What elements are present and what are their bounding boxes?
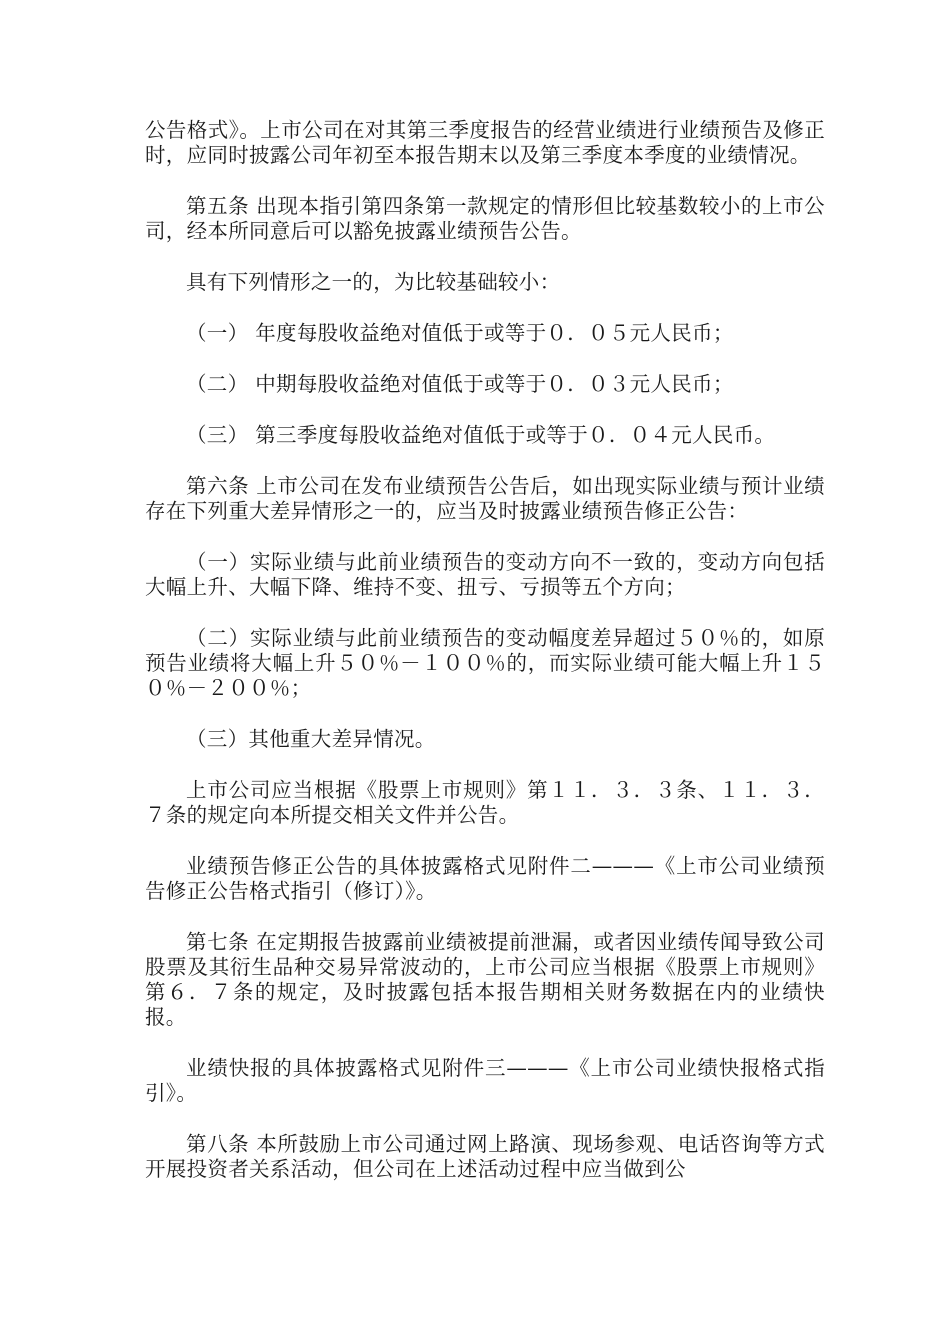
paragraph-filing-rule: 上市公司应当根据《股票上市规则》第１１．３．３条、１１．３．７条的规定向本所提交相关文件并公告。 xyxy=(145,778,825,827)
paragraph-article-5: 第五条 出现本指引第四条第一款规定的情形但比较基数较小的上市公司，经本所同意后可以豁免披露业绩预告公告。 xyxy=(145,194,825,243)
paragraph-article-7: 第七条 在定期报告披露前业绩被提前泄漏，或者因业绩传闻导致公司股票及其衍生品种交易异常波动的，上市公司应当根据《股票上市规则》第６．７条的规定，及时披露包括本报告期相关财务数据在内的业绩快报。 xyxy=(145,930,825,1029)
paragraph-1: 公告格式》。上市公司在对其第三季度报告的经营业绩进行业绩预告及修正时，应同时披露公司年初至本报告期末以及第三季度本季度的业绩情况。 xyxy=(145,118,825,167)
paragraph-format-annex-3: 业绩快报的具体披露格式见附件三———《上市公司业绩快报格式指引》。 xyxy=(145,1056,825,1105)
paragraph-article-6: 第六条 上市公司在发布业绩预告公告后，如出现实际业绩与预计业绩存在下列重大差异情形之一的，应当及时披露业绩预告修正公告： xyxy=(145,474,825,523)
paragraph-article-6-item-3: （三）其他重大差异情况。 xyxy=(186,727,436,751)
paragraph-conditions-intro: 具有下列情形之一的，为比较基础较小： xyxy=(186,270,561,294)
document-body xyxy=(145,118,825,1208)
paragraph-article-8: 第八条 本所鼓励上市公司通过网上路演、现场参观、电话咨询等方式开展投资者关系活动，但公司在上述活动过程中应当做到公 xyxy=(145,1132,825,1181)
paragraph-format-annex-2: 业绩预告修正公告的具体披露格式见附件二———《上市公司业绩预告修正公告格式指引（修订）》。 xyxy=(145,854,825,903)
paragraph-article-6-item-2: （二）实际业绩与此前业绩预告的变动幅度差异超过５０％的，如原预告业绩将大幅上升５０％－１００％的，而实际业绩可能大幅上升１５０％－２００％； xyxy=(145,626,825,700)
list-item-3: （三） 第三季度每股收益绝对值低于或等于０．０４元人民币。 xyxy=(186,423,776,447)
list-item-2: （二） 中期每股收益绝对值低于或等于０．０３元人民币； xyxy=(186,372,734,396)
list-item-1: （一） 年度每股收益绝对值低于或等于０．０５元人民币； xyxy=(186,321,734,345)
paragraph-article-6-item-1: （一）实际业绩与此前业绩预告的变动方向不一致的，变动方向包括大幅上升、大幅下降、维持不变、扭亏、亏损等五个方向； xyxy=(145,550,825,599)
